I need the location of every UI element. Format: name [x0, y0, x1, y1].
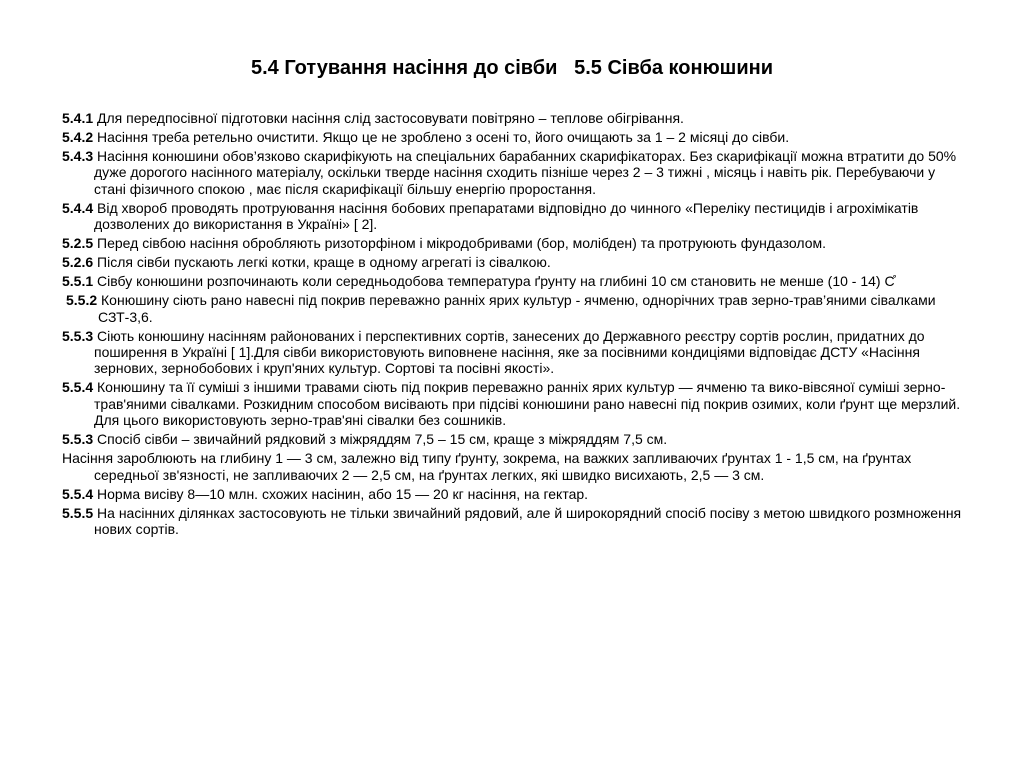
paragraph-text: Норма висіву 8—10 млн. схожих насінин, або 15 — 20 кг насіння, на гектар.: [93, 485, 589, 502]
paragraph-number: 5.2.5: [62, 235, 94, 252]
paragraph-5-5-4-rate: [62, 486, 967, 502]
paragraph-5-4-2: [62, 129, 967, 145]
paragraph-5-2-5: [62, 235, 967, 251]
paragraph-5-5-5: [62, 505, 967, 538]
paragraph-number: 5.4.2: [62, 129, 94, 145]
paragraph-text: На насінних ділянках застосовують не тільки звичайний рядовий, але й широкорядний спосіб посіву з метою швидкого розмноження нових сортів.: [93, 504, 962, 538]
paragraph-5-5-3: [62, 328, 967, 377]
paragraph-text: Сівбу конюшини розпочинають коли середньодобова температура ґрунту на глибині 10 см становить не менше (10 - 14) С̊: [93, 273, 895, 290]
paragraph-5-5-2: [62, 292, 967, 325]
paragraph-text: Спосіб сівби – звичайний рядковий з міжряддям 7,5 – 15 см, краще з міжряддям 7,5 см.: [93, 431, 668, 448]
paragraph-text: Конюшину та її суміші з іншими травами сіють під покрив переважно ранніх ярих культур — ячменю та вико-вівсяної суміші зерно-трав'яними сівалками. Розкидним способом висівають при підсіві конюшини рано навесні під покрив озимих, коли ґрунт ще мерзлий. Для цього використовують зерно-трав'яні сівалки без сошників.: [93, 379, 961, 429]
paragraph-5-4-4: [62, 200, 967, 233]
paragraph-number: 5.2.6: [62, 254, 94, 271]
paragraph-text: Від хвороб проводять протруювання насіння бобових препаратами відповідно до чинного «Переліку пестицидів і агрохімікатів дозволених до використання в Україні» [ 2].: [93, 199, 919, 233]
paragraph-5-4-1: [62, 110, 967, 126]
slide-title: 5.4 Готування насіння до сівби 5.5 Сівба конюшини: [250, 57, 774, 79]
paragraph-text: Насіння конюшини обов’язково скарифікують на спеціальних барабанних скарифікаторах. Без скарифікації можна втратити до 50% дуже дорогого насінного матеріалу, оскільки тверде насіння сходить пізніше через 2 – 3 тижні , місяць і навіть рік. Перебуваючи у стані фізичного спокою , має після скарифікації більшу енергію проростання.: [93, 148, 957, 197]
paragraph-number: 5.5.5: [62, 504, 94, 521]
paragraph-5-5-4: [62, 379, 967, 428]
content-list: [62, 110, 967, 540]
paragraph-text: Для передпосівної підготовки насіння слід застосовувати повітряно – теплове обігрівання.: [93, 110, 684, 126]
paragraph-text: Насіння зароблюють на глибину 1 — 3 см, залежно від типу ґрунту, зокрема, на важких запливаючих ґрунтах 1 - 1,5 см, на ґрунтах середньої зв'язності, не запливаючих 2 — 2,5 см, на ґрунтах легких, які швидко висихають, 2,5 — 3 см.: [62, 450, 912, 483]
paragraph-text: Конюшину сіють рано навесні під покрив переважно ранніх ярих культур - ячменю, однорічних трав зерно-трав’яними сівалками СЗТ-3,6.: [97, 292, 936, 325]
paragraph-number: 5.5.3: [62, 327, 94, 344]
paragraph-number: 5.5.2: [66, 292, 98, 309]
paragraph-text: Насіння треба ретельно очистити. Якщо це не зроблено з осені то, його очищають за 1 – 2 місяці до сівби.: [93, 129, 790, 145]
paragraph-number: 5.5.4: [62, 485, 94, 502]
paragraph-text: Перед сівбою насіння обробляють ризоторфіном і мікродобривами (бор, молібден) та протруюють фундазолом.: [93, 235, 827, 252]
paragraph-5-4-3: [62, 148, 967, 197]
paragraph-5-5-1: [62, 273, 967, 289]
paragraph-5-5-3-method: [62, 431, 967, 447]
paragraph-number: 5.5.1: [62, 273, 94, 290]
paragraph-number: 5.4.1: [62, 110, 94, 126]
paragraph-seeding-depth: [62, 450, 967, 483]
paragraph-5-2-6: [62, 254, 967, 270]
paragraph-number: 5.5.3: [62, 431, 94, 448]
paragraph-text: Сіють конюшину насінням районованих і перспективних сортів, занесених до Державного реєстру сортів рослин, придатних до поширення в Україні [ 1].Для сівби використовують виповнене насіння, яке за посівними кондиціями відповідає ДСТУ «Насіння зернових, зернобобових і круп'яних культур. Сортові та посівні якості».: [93, 327, 925, 377]
paragraph-number: 5.4.3: [62, 148, 94, 164]
paragraph-number: 5.5.4: [62, 379, 94, 396]
paragraph-number: 5.4.4: [62, 199, 94, 216]
paragraph-text: Після сівби пускають легкі котки, краще в одному агрегаті із сівалкою.: [93, 254, 551, 271]
